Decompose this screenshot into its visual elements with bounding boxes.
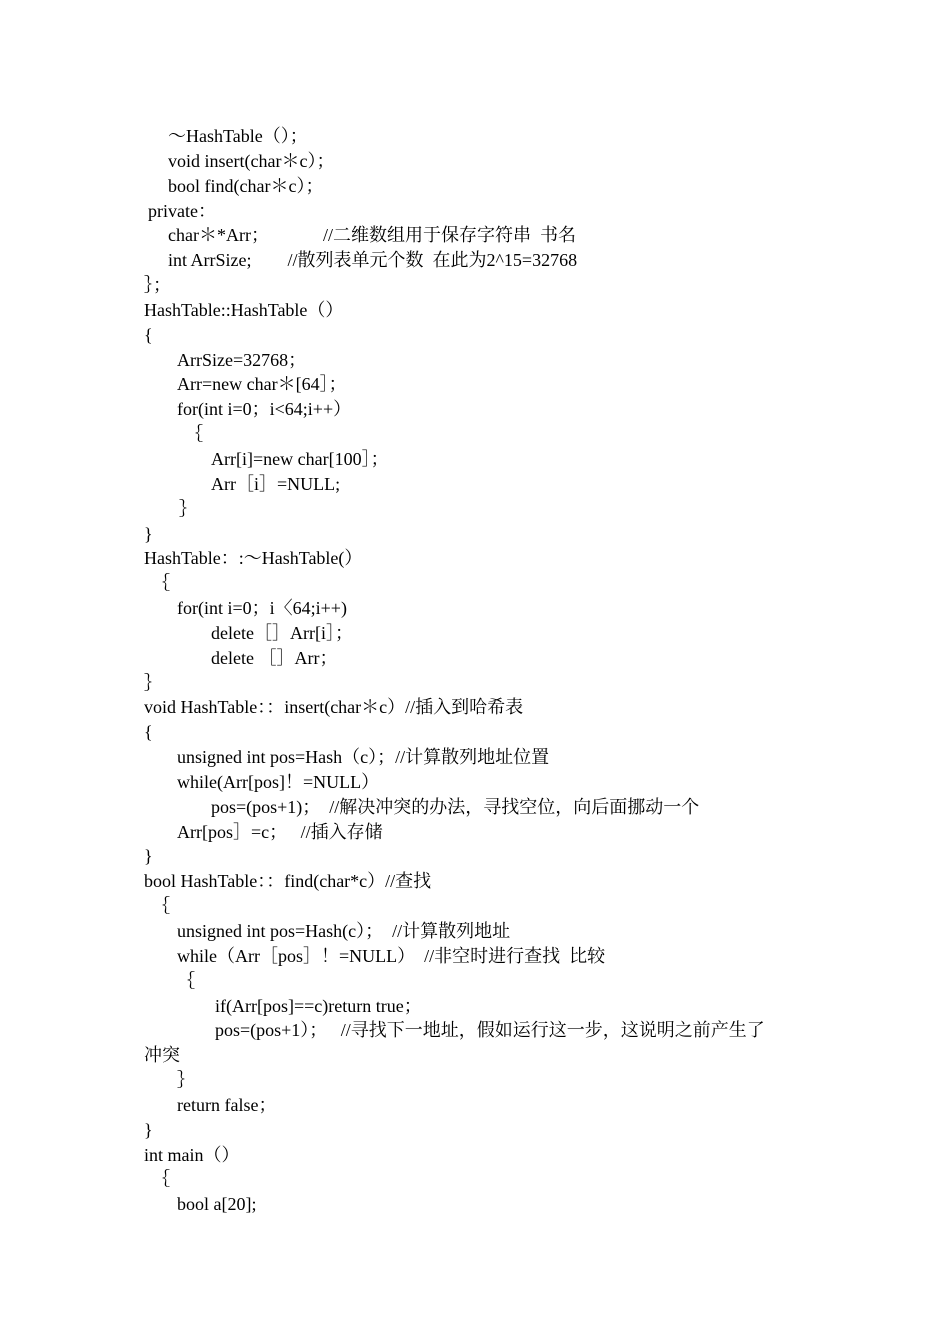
code-line: return false； xyxy=(177,1094,277,1115)
code-line: ｝ xyxy=(144,672,162,693)
code-line: ～HashTable（）； xyxy=(168,126,308,146)
code-line: ArrSize=32768； xyxy=(177,349,307,370)
code-line: while（Arr［pos］！=NULL） //非空时进行查找 比较 xyxy=(177,945,606,966)
code-line: if(Arr[pos]==c)return true； xyxy=(215,995,422,1016)
code-line: ｝ xyxy=(179,498,197,519)
code-line: bool a[20]; xyxy=(177,1194,257,1215)
code-line: ｛ xyxy=(152,1169,170,1190)
code-line: while(Arr[pos]！=NULL） xyxy=(177,771,380,792)
code-line: HashTable::HashTable（） xyxy=(144,299,344,320)
code-line: } xyxy=(144,523,153,544)
code-line: unsigned int pos=Hash(c）； //计算散列地址 xyxy=(177,921,511,941)
code-line: 冲突 xyxy=(144,1045,180,1066)
code-line: ｝； xyxy=(144,275,171,296)
code-line: { xyxy=(144,324,153,345)
code-line: bool find(char＊c）； xyxy=(168,175,324,196)
code-line: delete［］Arr[i］； xyxy=(211,622,353,643)
code-line: Arr［i］=NULL; xyxy=(211,473,341,494)
code-line: delete ［］Arr； xyxy=(211,647,338,668)
code-line: unsigned int pos=Hash（c）；//计算散列地址位置 xyxy=(177,747,550,768)
code-line: for(int i=0；i〈64;i++) xyxy=(177,598,347,619)
code-line: bool HashTable：：find(char*c）//查找 xyxy=(144,871,432,892)
code-line: private： xyxy=(148,200,216,221)
code-line: int main（） xyxy=(144,1144,240,1165)
code-line: HashTable：:～HashTable(） xyxy=(144,548,363,569)
code-line: void insert(char＊c）； xyxy=(168,150,335,171)
code-line: Arr=new char＊[64］； xyxy=(177,374,347,395)
code-line: char＊*Arr； //二维数组用于保存字符串 书名 xyxy=(168,225,576,246)
code-line: { xyxy=(144,722,153,743)
code-line: } xyxy=(144,1119,153,1140)
code-line: Arr[i]=new char[100］； xyxy=(211,448,389,469)
code-line: void HashTable：：insert(char＊c）//插入到哈希表 xyxy=(144,697,524,718)
code-line: ｛ xyxy=(177,970,195,991)
code-line: for(int i=0；i<64;i++） xyxy=(177,399,352,420)
code-line: ｛ xyxy=(152,573,170,594)
code-line: pos=(pos+1）； //寻找下一地址，假如运行这一步，这说明之前产生了 xyxy=(215,1020,765,1041)
code-line: Arr[pos］=c； //插入存储 xyxy=(177,821,383,842)
code-line: ｛ xyxy=(152,896,170,917)
code-line: pos=(pos+1)； //解决冲突的办法，寻找空位，向后面挪动一个 xyxy=(211,796,700,817)
code-line: ｛ xyxy=(185,424,203,445)
code-listing xyxy=(144,124,844,1217)
code-line: int ArrSize; //散列表单元个数 在此为2^15=32768 xyxy=(168,250,578,271)
code-line: ｝ xyxy=(177,1070,195,1091)
code-line: } xyxy=(144,846,153,867)
